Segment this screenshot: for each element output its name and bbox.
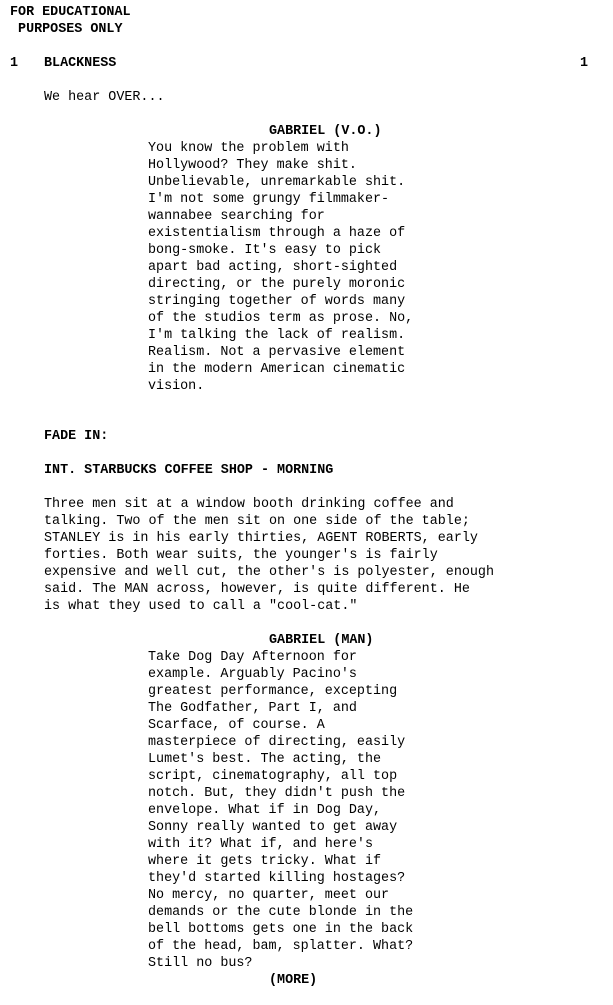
action-line: said. The MAN across, however, is quite different. He bbox=[44, 582, 470, 597]
more-indicator: (MORE) bbox=[269, 973, 318, 988]
action-line: STANLEY is in his early thirties, AGENT ROBERTS, early bbox=[44, 531, 478, 546]
action-line: Three men sit at a window booth drinking coffee and bbox=[44, 497, 454, 512]
action-line: expensive and well cut, the other's is polyester, enough bbox=[44, 565, 494, 580]
dialogue-line: apart bad acting, short-sighted bbox=[148, 260, 398, 275]
dialogue-line: Lumet's best. The acting, the bbox=[148, 752, 382, 767]
dialogue-line: Unbelievable, unremarkable shit. bbox=[148, 175, 406, 190]
scene-number-left: 1 bbox=[10, 56, 19, 71]
dialogue-line: directing, or the purely moronic bbox=[148, 277, 406, 292]
action-line: talking. Two of the men sit on one side of the table; bbox=[44, 514, 470, 529]
scene-number-right: 1 bbox=[580, 56, 589, 71]
dialogue-line: Sonny really wanted to get away bbox=[148, 820, 398, 835]
character-name-2: GABRIEL (MAN) bbox=[269, 633, 374, 648]
dialogue-line: script, cinematography, all top bbox=[148, 769, 398, 784]
dialogue-line: they'd started killing hostages? bbox=[148, 871, 406, 886]
scene-heading-2: INT. STARBUCKS COFFEE SHOP - MORNING bbox=[44, 463, 334, 478]
dialogue-line: existentialism through a haze of bbox=[148, 226, 406, 241]
dialogue-line: Realism. Not a pervasive element bbox=[148, 345, 406, 360]
dialogue-line: I'm talking the lack of realism. bbox=[148, 328, 406, 343]
dialogue-line: envelope. What if in Dog Day, bbox=[148, 803, 382, 818]
action-block bbox=[44, 496, 494, 615]
scene-heading: BLACKNESS bbox=[44, 56, 117, 71]
action-line: is what they used to call a "cool-cat." bbox=[44, 599, 358, 614]
dialogue-line: of the studios term as prose. No, bbox=[148, 311, 414, 326]
action-line: forties. Both wear suits, the younger's is fairly bbox=[44, 548, 438, 563]
dialogue-line: bell bottoms gets one in the back bbox=[148, 922, 414, 937]
dialogue-line: vision. bbox=[148, 379, 205, 394]
dialogue-line: stringing together of words many bbox=[148, 294, 406, 309]
dialogue-line: where it gets tricky. What if bbox=[148, 854, 382, 869]
dialogue-line: with it? What if, and here's bbox=[148, 837, 373, 852]
dialogue-line: Take Dog Day Afternoon for bbox=[148, 650, 357, 665]
dialogue-line: Still no bus? bbox=[148, 956, 253, 971]
dialogue-line: example. Arguably Pacino's bbox=[148, 667, 357, 682]
transition: FADE IN: bbox=[44, 429, 109, 444]
dialogue-line: wannabee searching for bbox=[148, 209, 325, 224]
dialogue-line: The Godfather, Part I, and bbox=[148, 701, 357, 716]
action-line: We hear OVER... bbox=[44, 90, 165, 105]
dialogue-line: I'm not some grungy filmmaker- bbox=[148, 192, 390, 207]
dialogue-block-2 bbox=[148, 649, 413, 972]
watermark-line-2: PURPOSES ONLY bbox=[10, 22, 123, 37]
character-name: GABRIEL (V.O.) bbox=[269, 124, 382, 139]
dialogue-line: greatest performance, excepting bbox=[148, 684, 398, 699]
dialogue-line: notch. But, they didn't push the bbox=[148, 786, 406, 801]
dialogue-line: bong-smoke. It's easy to pick bbox=[148, 243, 382, 258]
dialogue-line: You know the problem with bbox=[148, 141, 349, 156]
dialogue-line: Scarface, of course. A bbox=[148, 718, 325, 733]
dialogue-line: in the modern American cinematic bbox=[148, 362, 406, 377]
dialogue-line: of the head, bam, splatter. What? bbox=[148, 939, 414, 954]
dialogue-block bbox=[148, 140, 413, 395]
dialogue-line: demands or the cute blonde in the bbox=[148, 905, 414, 920]
dialogue-line: No mercy, no quarter, meet our bbox=[148, 888, 390, 903]
dialogue-line: Hollywood? They make shit. bbox=[148, 158, 357, 173]
dialogue-line: masterpiece of directing, easily bbox=[148, 735, 406, 750]
watermark-line-1: FOR EDUCATIONAL bbox=[10, 5, 131, 20]
